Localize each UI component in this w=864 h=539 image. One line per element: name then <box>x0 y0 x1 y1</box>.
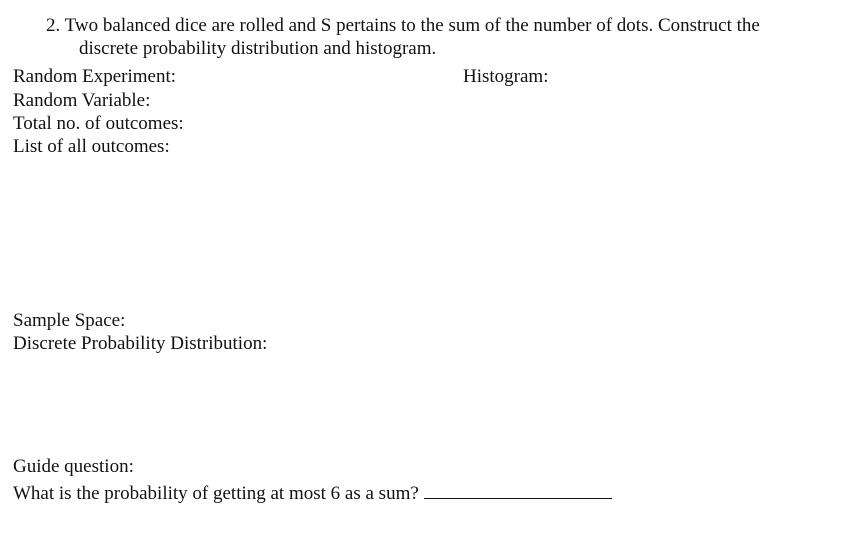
random-variable-label: Random Variable: <box>13 90 151 111</box>
guide-question-heading: Guide question: <box>13 456 134 477</box>
guide-question-row <box>13 480 612 505</box>
question-text-line-1: 2. Two balanced dice are rolled and S pertains to the sum of the number of dots. Construct the <box>46 15 760 36</box>
sample-space-label: Sample Space: <box>13 310 126 331</box>
answer-blank-line[interactable] <box>424 480 612 499</box>
histogram-label: Histogram: <box>463 66 549 87</box>
discrete-distribution-label: Discrete Probability Distribution: <box>13 333 268 354</box>
list-outcomes-label: List of all outcomes: <box>13 136 170 157</box>
total-outcomes-label: Total no. of outcomes: <box>13 113 184 134</box>
question-text-line-2: discrete probability distribution and histogram. <box>79 38 437 59</box>
guide-question-text: What is the probability of getting at most 6 as a sum? <box>13 483 419 504</box>
random-experiment-label: Random Experiment: <box>13 66 177 87</box>
